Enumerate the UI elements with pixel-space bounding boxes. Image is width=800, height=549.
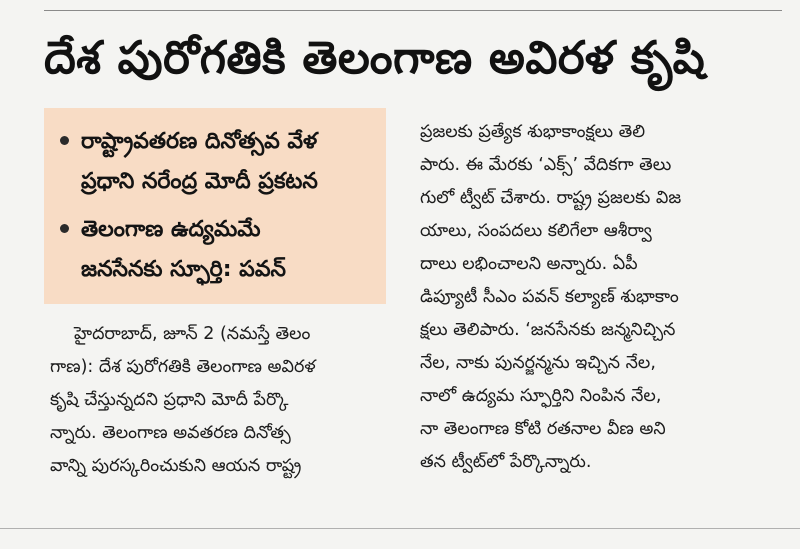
body-column-left	[50, 318, 390, 483]
body-line: డిప్యూటీ సీఎం పవన్ కల్యాణ్ శుభాకాం	[420, 287, 679, 307]
body-line: న్నారు. తెలంగాణ అవతరణ దినోత్స	[50, 423, 291, 443]
body-line: నా తెలంగాణ కోటి రతనాల వీణ అని	[420, 419, 666, 439]
body-line: నాలో ఉద్యమ స్ఫూర్తిని నింపిన నేల,	[420, 386, 662, 406]
highlights-box	[44, 108, 386, 304]
body-line: నేల, నాకు పునర్జన్మను ఇచ్చిన నేల,	[420, 353, 656, 373]
body-line: హైదరాబాద్, జూన్ 2 (నమస్తే తెలం	[74, 324, 311, 344]
highlight-line: తెలంగాణ ఉద్యమమే	[81, 217, 261, 242]
body-line: ప్రజలకు ప్రత్యేక శుభాకాంక్షలు తెలి	[420, 122, 646, 142]
body-line: గాణ): దేశ పురోగతికి తెలంగాణ అవిరళ	[50, 357, 316, 377]
top-divider	[44, 10, 782, 11]
highlight-line: ప్రధాని నరేంద్ర మోదీ ప్రకటన	[81, 169, 318, 194]
highlight-line: జనసేనకు స్ఫూర్తి: పవన్	[81, 257, 286, 282]
body-line: యాలు, సంపదలు కలిగేలా ఆశీర్వా	[420, 221, 652, 241]
body-line: దాలు లభించాలని అన్నారు. ఏపీ	[420, 254, 638, 274]
body-column-right	[420, 116, 782, 479]
body-line: తన ట్వీట్‌లో పేర్కొన్నారు.	[420, 452, 592, 472]
body-line: వాన్ని పురస్కరించుకుని ఆయన రాష్ట్ర	[50, 456, 302, 476]
body-line: కృషి చేస్తున్నదని ప్రధాని మోదీ పేర్కొ	[50, 390, 289, 410]
body-line: గులో ట్వీట్ చేశారు. రాష్ట్ర ప్రజలకు విజ	[420, 188, 682, 208]
body-line: పారు. ఈ మేరకు ‘ఎక్స్’ వేదికగా తెలు	[420, 155, 672, 175]
bullet-icon	[60, 136, 69, 145]
body-line: క్షలు తెలిపారు. ‘జనసేనకు జన్మనిచ్చిన	[420, 320, 676, 340]
bottom-divider	[0, 528, 800, 529]
highlight-text	[81, 210, 286, 290]
headline: దేశ పురోగతికి తెలంగాణ అవిరళ కృషి	[44, 31, 706, 84]
highlight-item	[58, 210, 374, 290]
highlight-line: రాష్ట్రావతరణ దినోత్సవ వేళ	[81, 129, 318, 154]
highlight-item	[58, 122, 374, 202]
highlight-text	[81, 122, 318, 202]
bullet-icon	[60, 224, 69, 233]
